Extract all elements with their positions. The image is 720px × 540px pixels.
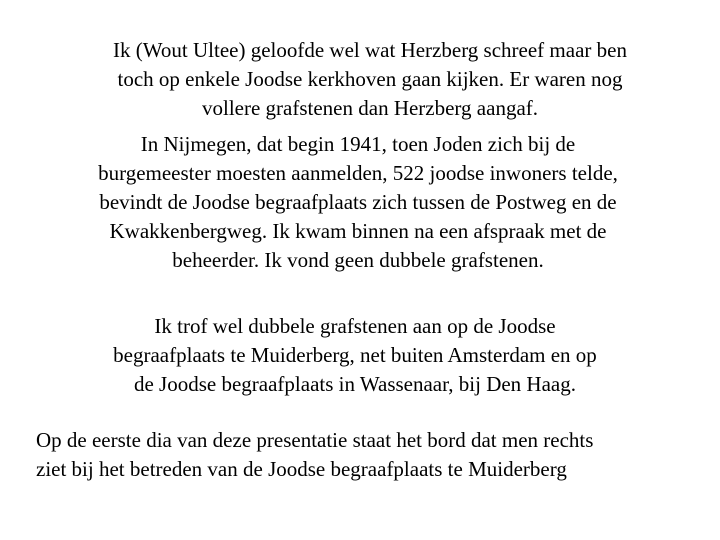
text-line: Ik trof wel dubbele grafstenen aan op de Joodse	[154, 314, 556, 338]
text-line: Op de eerste dia van deze presentatie staat het bord dat men rechts	[36, 428, 594, 452]
text-line: bevindt de Joodse begraafplaats zich tussen de Postweg en de	[99, 190, 617, 214]
paragraph-first-slide-note	[36, 426, 593, 484]
paragraph-muiderberg-wassenaar	[0, 312, 710, 399]
text-line: beheerder. Ik vond geen dubbele grafstenen.	[172, 248, 544, 272]
paragraph-herzberg-intro	[0, 36, 720, 123]
text-line: Kwakkenbergweg. Ik kwam binnen na een afspraak met de	[109, 219, 607, 243]
text-line: ziet bij het betreden van de Joodse begraafplaats te Muiderberg	[36, 457, 567, 481]
paragraph-nijmegen	[0, 130, 716, 275]
text-line: de Joodse begraafplaats in Wassenaar, bij Den Haag.	[133, 372, 576, 396]
text-line: begraafplaats te Muiderberg, net buiten Amsterdam en op	[113, 343, 597, 367]
text-line: burgemeester moesten aanmelden, 522 joodse inwoners telde,	[98, 161, 618, 185]
text-line: In Nijmegen, dat begin 1941, toen Joden zich bij de	[140, 132, 576, 156]
text-line: Ik (Wout Ultee) geloofde wel wat Herzberg schreef maar ben	[113, 38, 627, 62]
text-line: toch op enkele Joodse kerkhoven gaan kijken. Er waren nog	[117, 67, 623, 91]
text-line: vollere grafstenen dan Herzberg aangaf.	[201, 96, 539, 120]
